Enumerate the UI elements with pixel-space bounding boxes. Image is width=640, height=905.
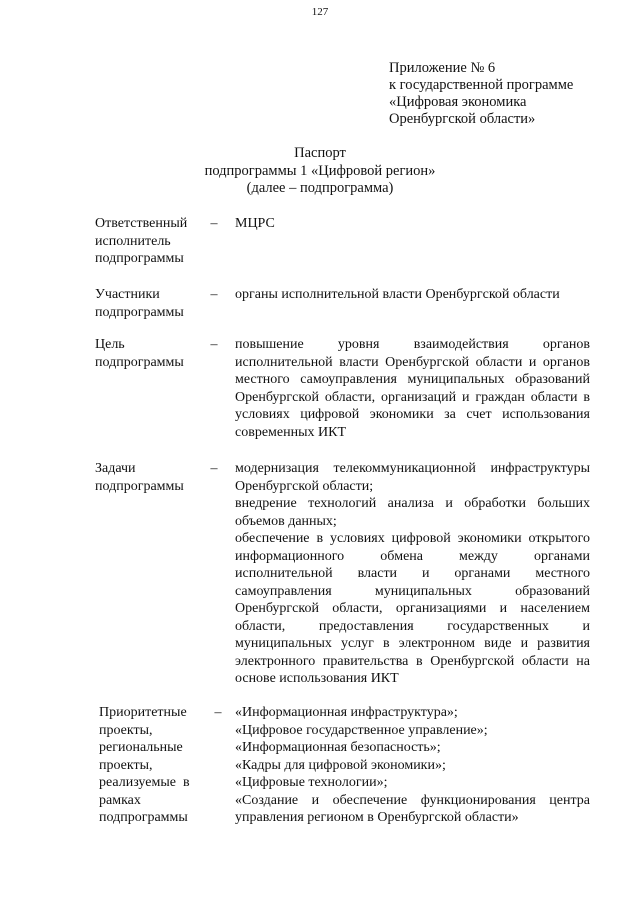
row-value-paragraph: МЦРС xyxy=(235,216,275,231)
row-label-line: Ответственный xyxy=(95,216,188,231)
row-value-paragraph: «Информационная инфраструктура»; xyxy=(235,705,458,720)
row-dash: – xyxy=(214,705,222,720)
row-dash: – xyxy=(210,337,218,352)
passport-title xyxy=(0,145,640,198)
row-label-line: подпрограммы xyxy=(95,354,184,370)
row-value-paragraph: «Кадры для цифровой экономики»; xyxy=(235,757,446,773)
row-value-paragraph: обеспечение в условиях цифровой экономики открытого информационного обмена между органами исполнительной власти и органами местного самоуправления муниципальных образований Оренбургской области, организациями и населением области, предоставления государственных и муниципальных услуг в электронном виде и развития электронного правительства в Оренбургской области на основе использования ИКТ xyxy=(235,531,590,686)
row-value-paragraph: повышение уровня взаимодействия органов исполнительной власти Оренбургской области и органов местного самоуправления муниципальных образований Оренбургской области, организаций и граждан области в условиях цифровой экономики за счет использования современных ИКТ xyxy=(235,337,590,440)
row-value xyxy=(235,336,590,441)
appendix-line: к государственной программе xyxy=(389,77,574,93)
row-value-paragraph: «Цифровые технологии»; xyxy=(235,775,388,790)
row-label-line: реализуемые в xyxy=(99,775,190,790)
row-dash: – xyxy=(210,461,218,476)
row-label-line: подпрограммы xyxy=(95,478,184,494)
row-label xyxy=(95,460,200,495)
row-label-line: подпрограммы xyxy=(95,304,184,320)
passport-title-line: Паспорт xyxy=(294,145,346,161)
row-label-line: исполнитель xyxy=(95,233,171,249)
row-label-line: подпрограммы xyxy=(95,251,184,266)
appendix-line: Оренбургской области» xyxy=(389,111,536,127)
row-dash: – xyxy=(210,287,218,302)
row-label-line: Задачи xyxy=(95,461,136,476)
row-value-paragraph: «Цифровое государственное управление»; xyxy=(235,722,488,738)
row-label-line: Участники xyxy=(95,287,160,302)
row-value-paragraph: внедрение технологий анализа и обработки больших объемов данных; xyxy=(235,496,590,529)
appendix-line: Приложение № 6 xyxy=(389,60,496,76)
row-label xyxy=(95,215,200,268)
row-label xyxy=(95,336,200,371)
appendix-header xyxy=(389,60,634,128)
passport-title-line: подпрограммы 1 «Цифровой регион» xyxy=(204,162,436,179)
row-value xyxy=(235,286,590,304)
row-value xyxy=(235,215,590,233)
row-value xyxy=(235,460,590,688)
row-value-paragraph: «Информационная безопасность»; xyxy=(235,740,441,755)
appendix-line: «Цифровая экономика xyxy=(389,94,527,110)
row-label-line: региональные xyxy=(99,740,183,755)
passport-title-line: (далее – подпрограмма) xyxy=(246,180,394,196)
row-label-line: подпрограммы xyxy=(99,810,188,825)
row-value-paragraph: «Создание и обеспечение функционирования центра управления регионом в Оренбургской области» xyxy=(235,792,590,825)
row-value-paragraph: модернизация телекоммуникационной инфраструктуры Оренбургской области; xyxy=(235,461,590,494)
row-label xyxy=(95,286,200,321)
row-label-line: проекты, xyxy=(99,722,153,738)
page-number: 127 xyxy=(311,6,329,18)
row-label-line: Цель xyxy=(95,337,125,352)
row-label-line: Приоритетные xyxy=(99,705,187,720)
row-label-line: рамках xyxy=(99,792,141,808)
row-value-paragraph: органы исполнительной власти Оренбургской области xyxy=(235,287,560,302)
row-label xyxy=(99,704,199,827)
row-dash: – xyxy=(210,216,218,231)
row-label-line: проекты, xyxy=(99,757,153,773)
row-value xyxy=(235,704,590,827)
